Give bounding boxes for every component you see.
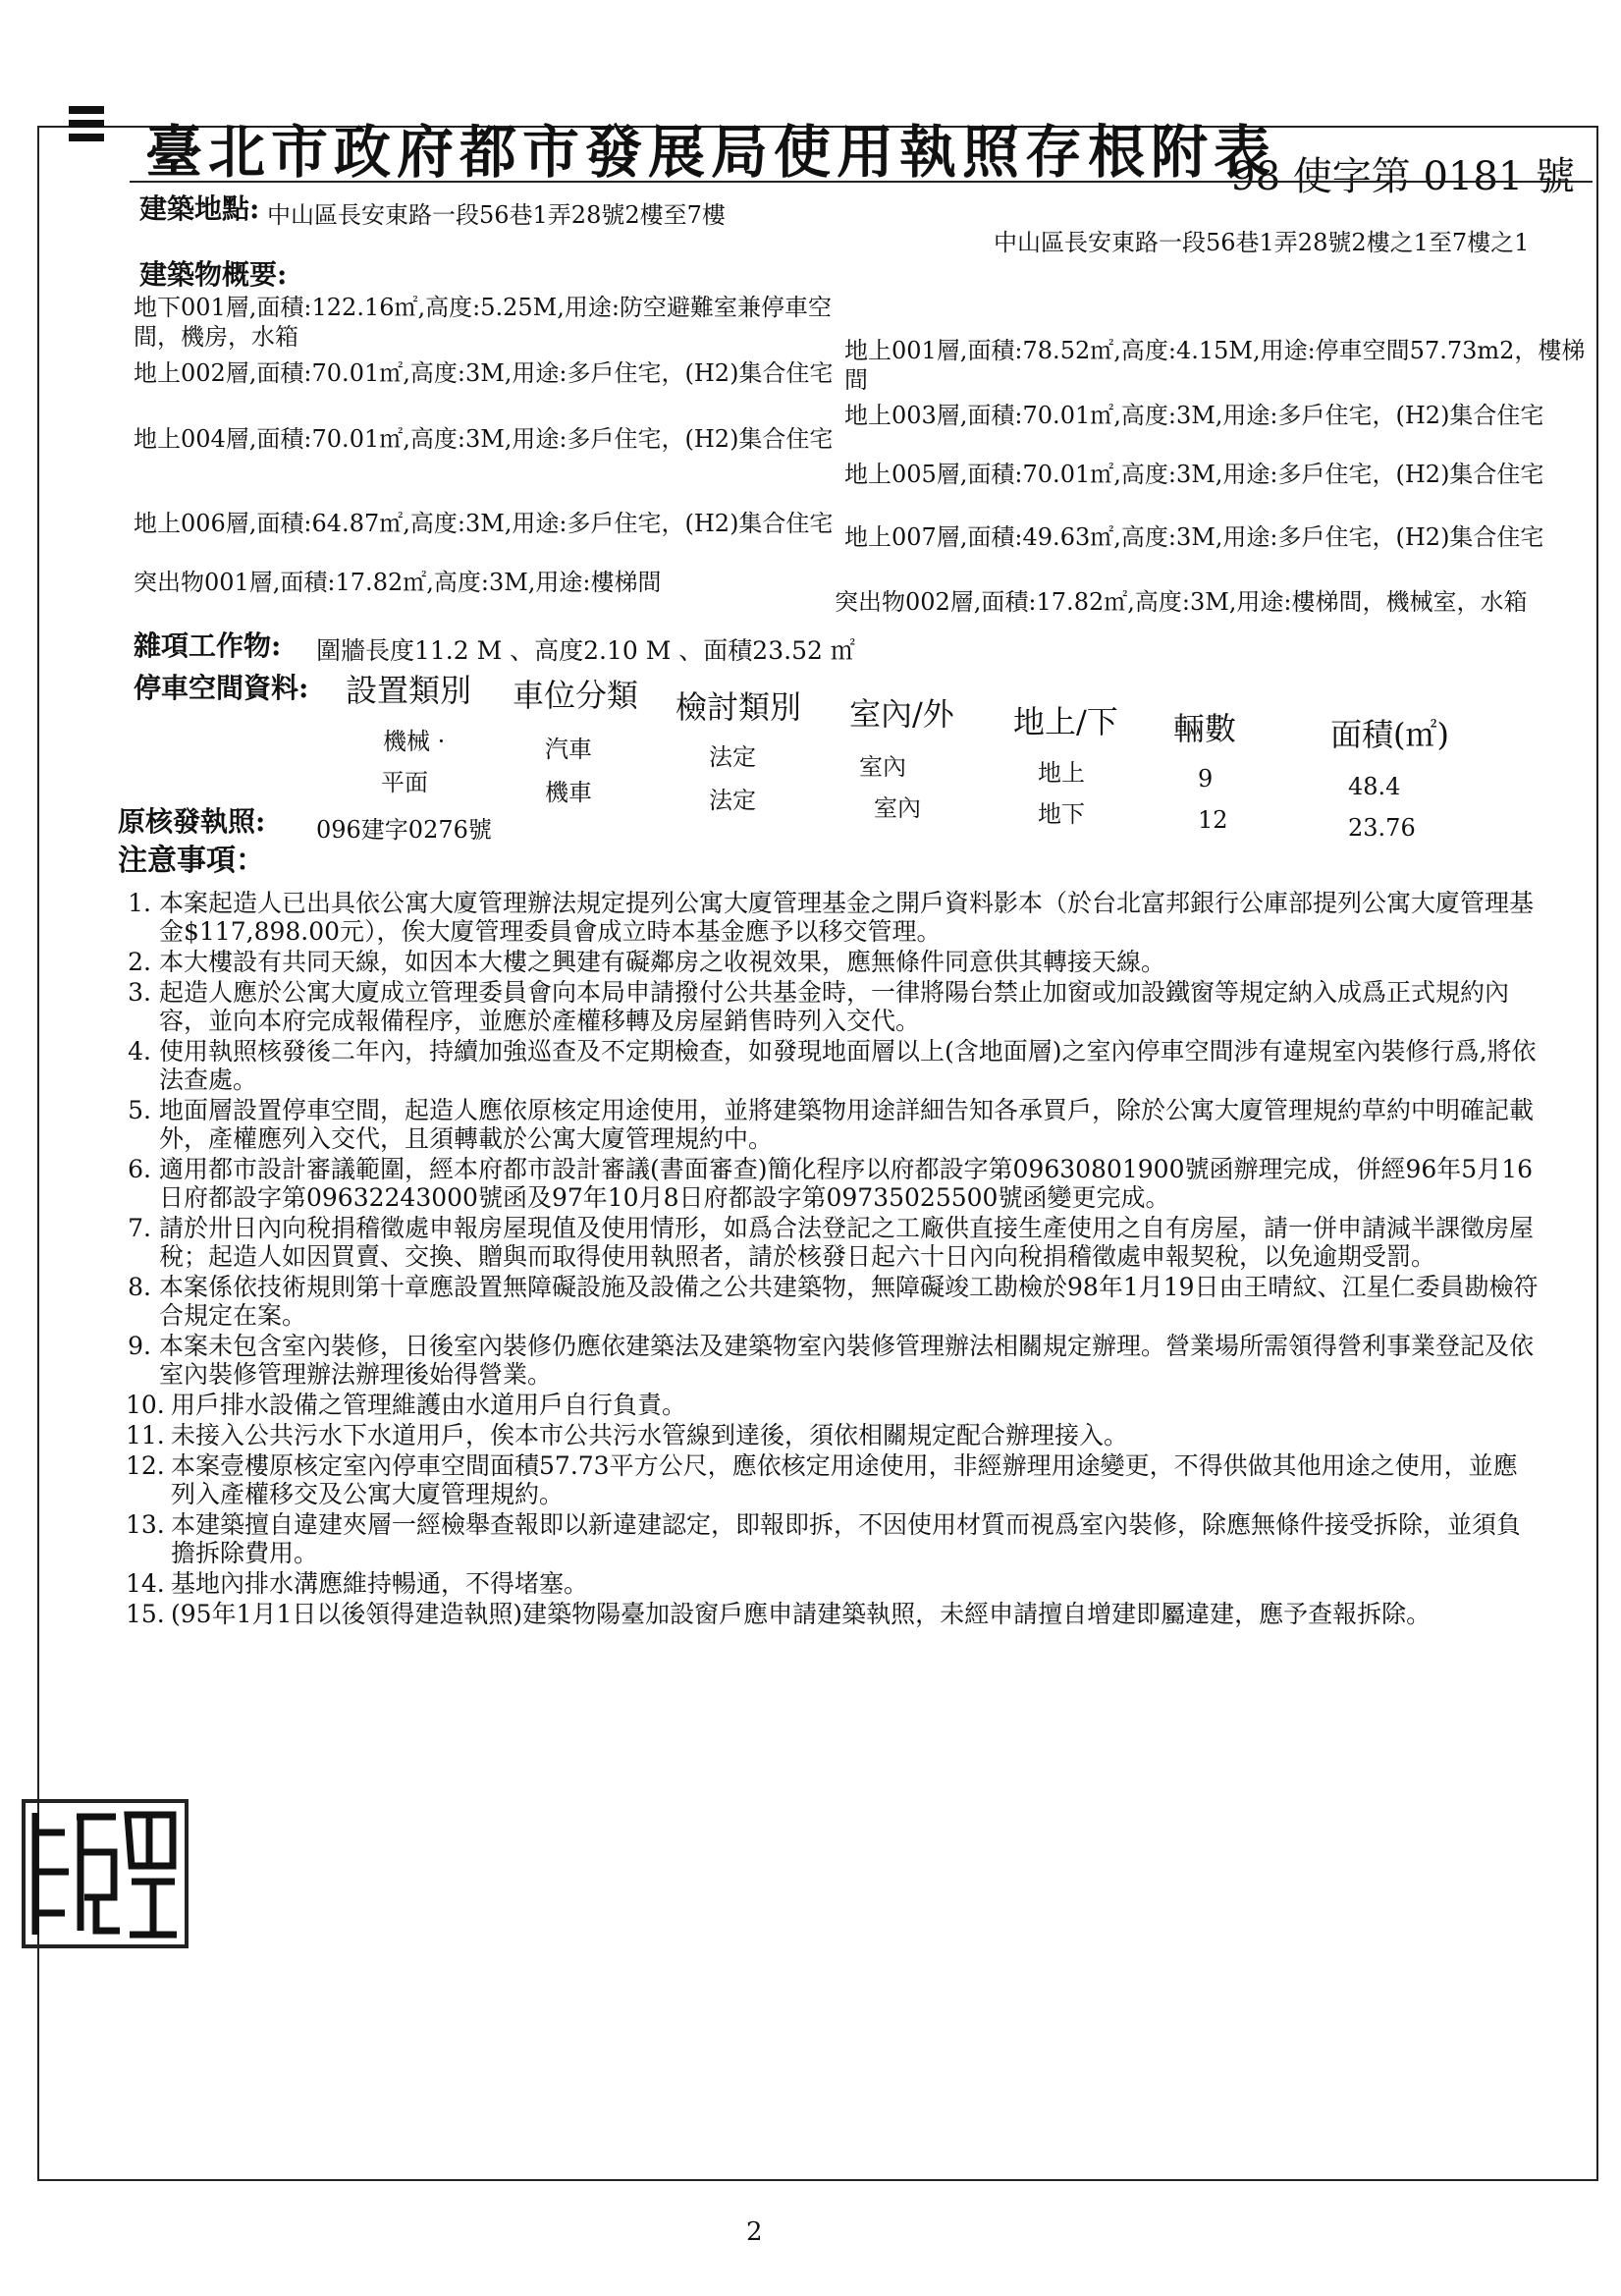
parking-cell: 法定 xyxy=(709,743,756,771)
parking-cell: 地下 xyxy=(1038,800,1085,828)
parking-header-3: 室內/外 xyxy=(849,695,954,733)
seal-pattern-icon xyxy=(26,1803,185,1944)
page-number: 2 xyxy=(746,2217,763,2247)
parking-header-6: 面積(㎡) xyxy=(1330,716,1449,753)
note-item: 15. (95年1月1日以後領得建造執照)建築物陽臺加設窗戶應申請建築執照，未經申請擅自增建即屬違建，應予查報拆除。 xyxy=(126,1600,1432,1628)
overview-right-2: 地上005層,面積:70.01㎡,高度:3M,用途:多戶住宅，(H2)集合住宅 xyxy=(844,461,1544,488)
parking-header-4: 地上/下 xyxy=(1013,703,1118,740)
official-seal-stamp xyxy=(22,1799,189,1948)
document-title: 臺北市政府都市發展局使用執照存根附表 xyxy=(145,119,1277,186)
parking-cell: 汽車 xyxy=(545,736,592,763)
overview-left-4: 突出物001層,面積:17.82㎡,高度:3M,用途:樓梯間 xyxy=(134,569,662,596)
overview-right-4: 突出物002層,面積:17.82㎡,高度:3M,用途:樓梯間，機械室，水箱 xyxy=(835,588,1528,616)
note-item: 8. 本案係依技術規則第十章應設置無障礙設施及設備之公共建築物，無障礙竣工勘檢於98年1月19日由王晴紋、江星仁委員勘檢符合規定在案。 xyxy=(128,1273,1539,1330)
parking-cell: 48.4 xyxy=(1348,773,1401,800)
misc-works-label: 雜項工作物: xyxy=(134,629,282,662)
parking-header-2: 檢討類別 xyxy=(675,688,802,726)
parking-header-5: 輛數 xyxy=(1173,710,1237,747)
overview-left-1: 地上002層,面積:70.01㎡,高度:3M,用途:多戶住宅，(H2)集合住宅 xyxy=(134,359,834,387)
site-label: 建築地點: xyxy=(139,192,260,225)
parking-cell: 機車 xyxy=(545,779,592,806)
note-item: 13. 本建築擅自違建夾層一經檢舉查報即以新違建認定，即報即拆，不因使用材質而視爲室內裝修，除應無條件接受拆除，並須負擔拆除費用。 xyxy=(126,1510,1522,1567)
header-divider xyxy=(130,181,1593,183)
parking-cell: 9 xyxy=(1198,765,1214,793)
document-header xyxy=(130,98,1593,199)
parking-label: 停車空間資料: xyxy=(134,672,309,704)
overview-left-2: 地上004層,面積:70.01㎡,高度:3M,用途:多戶住宅，(H2)集合住宅 xyxy=(134,425,834,453)
note-item: 9. 本案未包含室內裝修，日後室內裝修仍應依建築法及建築物室內裝修管理辦法相關規定辦理。營業場所需領得營利事業登記及依室內裝修管理辦法辦理後始得營業。 xyxy=(128,1332,1535,1389)
note-item: 10. 用戶排水設備之管理維護由水道用戶自行負責。 xyxy=(126,1391,687,1419)
note-item: 5. 地面層設置停車空間，起造人應依原核定用途使用，並將建築物用途詳細告知各承買戶，除於公寓大廈管理規約草約中明確記載外，產權應列入交代，且須轉載於公寓大廈管理規約中。 xyxy=(128,1096,1535,1153)
overview-right-1: 地上003層,面積:70.01㎡,高度:3M,用途:多戶住宅，(H2)集合住宅 xyxy=(844,402,1544,429)
note-item: 6. 適用都市設計審議範圍，經本府都市設計審議(書面審查)簡化程序以府都設字第09630801900號函辦理完成，併經96年5月16日府都設字第09632243000號函及97年10月8日府都設字第09735025500號函變更完成。 xyxy=(128,1155,1534,1212)
parking-header-0: 設置類別 xyxy=(346,672,472,709)
note-item: 7. 請於卅日內向稅捐稽徵處申報房屋現值及使用情形，如爲合法登記之工廠供直接生產使用之自有房屋，請一併申請減半課徵房屋稅；起造人如因買賣、交換、贈與而取得使用執照者，請於核發日起六十日內向稅捐稽徵處申報契稅，以免逾期受罰。 xyxy=(128,1214,1535,1271)
parking-header-1: 車位分類 xyxy=(513,677,639,714)
parking-cell: 法定 xyxy=(709,787,756,814)
overview-right-3: 地上007層,面積:49.63㎡,高度:3M,用途:多戶住宅，(H2)集合住宅 xyxy=(844,523,1544,551)
notes-list xyxy=(126,889,1540,1630)
parking-cell: 12 xyxy=(1198,806,1228,834)
binding-mark xyxy=(69,106,104,165)
misc-works-text: 圍牆長度11.2 M 、高度2.10 M 、面積23.52 ㎡ xyxy=(316,636,855,665)
note-item: 11. 未接入公共污水下水道用戶，俟本市公共污水管線到達後，須依相關規定配合辦理接入。 xyxy=(126,1421,1129,1449)
overview-right-0: 地上001層,面積:78.52㎡,高度:4.15M,用途:停車空間57.73m2，樓梯間 xyxy=(844,337,1586,394)
permit-number: 98 使字第 0181 號 xyxy=(1230,154,1575,199)
parking-cell: 地上 xyxy=(1038,759,1085,787)
parking-cell: 平面 xyxy=(381,769,428,796)
note-item: 3. 起造人應於公寓大廈成立管理委員會向本局申請撥付公共基金時，一律將陽台禁止加窗或加設鐵窗等規定納入成爲正式規約內容，並向本府完成報備程序，並應於產權移轉及房屋銷售時列入交代。 xyxy=(128,978,1510,1035)
parking-cell: 室內 xyxy=(874,794,921,822)
original-license-value: 096建字0276號 xyxy=(316,816,492,844)
notes-label: 注意事項： xyxy=(118,844,265,878)
overview-left-3: 地上006層,面積:64.87㎡,高度:3M,用途:多戶住宅，(H2)集合住宅 xyxy=(134,510,834,537)
note-item: 2. 本大樓設有共同天線，如因本大樓之興建有礙鄰房之收視效果，應無條件同意供其轉接天線。 xyxy=(128,948,1166,976)
note-item: 1. 本案起造人已出具依公寓大廈管理辦法規定提列公寓大廈管理基金之開戶資料影本（於台北富邦銀行公庫部提列公寓大廈管理基金$117,898.00元），俟大廈管理委員會成立時本基金應予以移交管理。 xyxy=(128,889,1535,946)
site-address-2: 中山區長安東路一段56巷1弄28號2樓之1至7樓之1 xyxy=(994,229,1530,256)
note-item: 4. 使用執照核發後二年內，持續加強巡查及不定期檢查，如發現地面層以上(含地面層)之室內停車空間涉有違規室內裝修行爲,將依法查處。 xyxy=(128,1037,1537,1094)
original-license-label: 原核發執照: xyxy=(118,805,266,838)
note-item: 12. 本案壹樓原核定室內停車空間面積57.73平方公尺，應依核定用途使用，非經辦理用途變更，不得供做其他用途之使用，並應列入產權移交及公寓大廈管理規約。 xyxy=(126,1451,1518,1508)
parking-cell: 機械 · xyxy=(383,728,446,755)
overview-label: 建築物概要: xyxy=(139,258,288,291)
site-address: 中山區長安東路一段56巷1弄28號2樓至7樓 xyxy=(267,201,726,229)
parking-cell: 23.76 xyxy=(1348,814,1416,842)
overview-left-0: 地下001層,面積:122.16㎡,高度:5.25M,用途:防空避難室兼停車空間，機房，水箱 xyxy=(134,294,832,351)
parking-cell: 室內 xyxy=(859,753,906,781)
note-item: 14. 基地內排水溝應維持暢通，不得堵塞。 xyxy=(126,1569,589,1598)
